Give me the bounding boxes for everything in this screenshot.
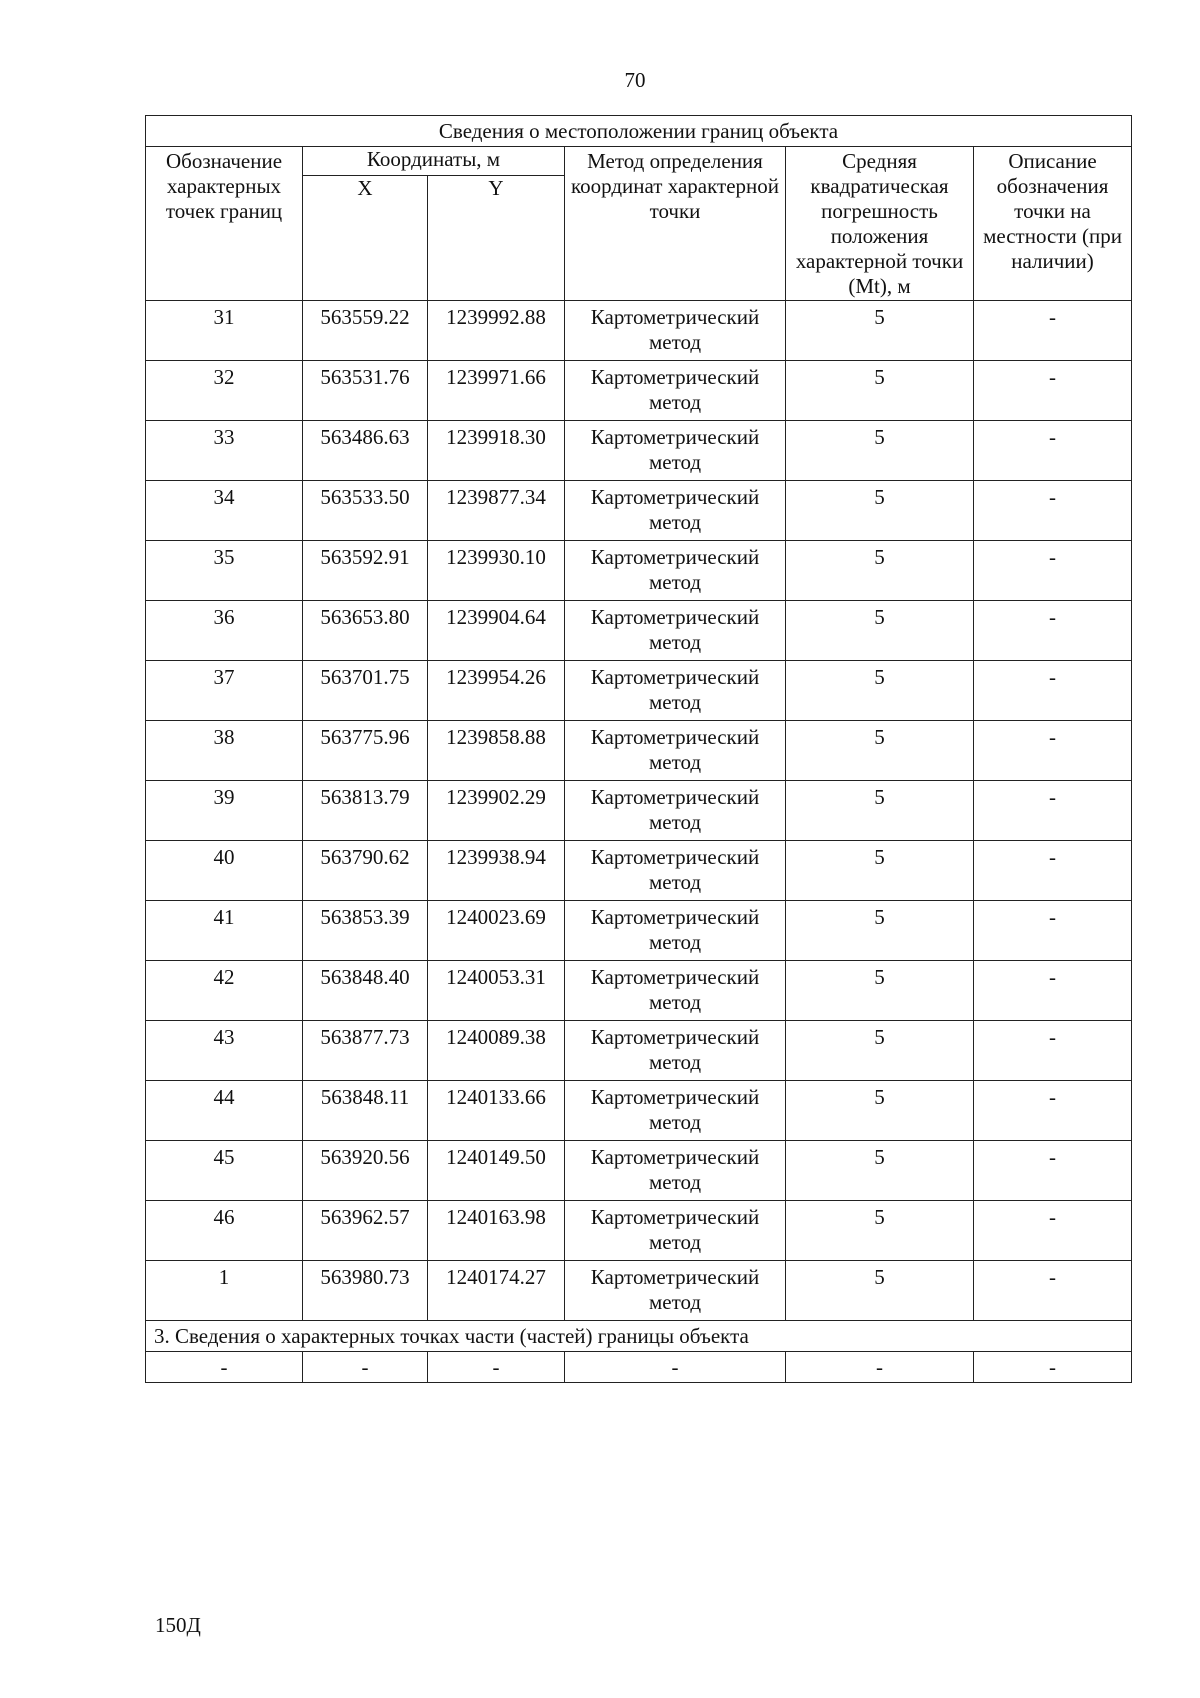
header-accuracy: Средняя квадратическая погрешность положения характерной точки (Mt), м [786, 147, 974, 301]
table-row [146, 721, 1132, 781]
cell-method: Картометрический метод [565, 1081, 786, 1141]
cell-method: Картометрический метод [565, 1141, 786, 1201]
cell-description: - [974, 1021, 1132, 1081]
boundary-coordinates-table [145, 115, 1132, 1383]
cell-description: - [974, 541, 1132, 601]
table-row [146, 661, 1132, 721]
section-3-row [146, 1352, 1132, 1383]
cell-accuracy: 5 [786, 961, 974, 1021]
cell-y: 1239971.66 [428, 361, 565, 421]
cell-method: Картометрический метод [565, 421, 786, 481]
cell-description: - [974, 1081, 1132, 1141]
cell-accuracy: 5 [786, 1081, 974, 1141]
cell-x: 563533.50 [303, 481, 428, 541]
table-row [146, 481, 1132, 541]
header-point-designation: Обозначение характерных точек границ [146, 147, 303, 301]
cell-x: 563775.96 [303, 721, 428, 781]
cell-point: 38 [146, 721, 303, 781]
header-method: Метод определения координат характерной точки [565, 147, 786, 301]
table-body [146, 301, 1132, 1321]
cell-point: 32 [146, 361, 303, 421]
cell-x: 563848.11 [303, 1081, 428, 1141]
cell-point: 41 [146, 901, 303, 961]
cell-y: 1240163.98 [428, 1201, 565, 1261]
cell-accuracy: 5 [786, 841, 974, 901]
cell-accuracy: 5 [786, 541, 974, 601]
cell-accuracy: 5 [786, 1261, 974, 1321]
cell-method: Картометрический метод [565, 841, 786, 901]
cell-method: Картометрический метод [565, 901, 786, 961]
cell-method: Картометрический метод [565, 961, 786, 1021]
section-3-cell: - [303, 1352, 428, 1383]
cell-x: 563531.76 [303, 361, 428, 421]
cell-x: 563848.40 [303, 961, 428, 1021]
cell-y: 1240023.69 [428, 901, 565, 961]
cell-accuracy: 5 [786, 601, 974, 661]
cell-description: - [974, 481, 1132, 541]
cell-description: - [974, 1261, 1132, 1321]
footer-code: 150Д [155, 1613, 201, 1637]
cell-description: - [974, 781, 1132, 841]
table-row [146, 961, 1132, 1021]
cell-x: 563877.73 [303, 1021, 428, 1081]
header-x: X [303, 176, 428, 301]
cell-y: 1239877.34 [428, 481, 565, 541]
section-3-cell: - [428, 1352, 565, 1383]
cell-point: 39 [146, 781, 303, 841]
cell-x: 563962.57 [303, 1201, 428, 1261]
cell-point: 46 [146, 1201, 303, 1261]
cell-y: 1240149.50 [428, 1141, 565, 1201]
cell-accuracy: 5 [786, 781, 974, 841]
cell-description: - [974, 661, 1132, 721]
cell-method: Картометрический метод [565, 601, 786, 661]
table-row [146, 541, 1132, 601]
cell-accuracy: 5 [786, 301, 974, 361]
table-row [146, 901, 1132, 961]
cell-y: 1239954.26 [428, 661, 565, 721]
cell-description: - [974, 601, 1132, 661]
cell-method: Картометрический метод [565, 481, 786, 541]
table-row [146, 1021, 1132, 1081]
cell-accuracy: 5 [786, 361, 974, 421]
cell-description: - [974, 961, 1132, 1021]
cell-method: Картометрический метод [565, 301, 786, 361]
cell-point: 35 [146, 541, 303, 601]
cell-accuracy: 5 [786, 1141, 974, 1201]
header-description: Описание обозначения точки на местности (при наличии) [974, 147, 1132, 301]
cell-point: 40 [146, 841, 303, 901]
cell-point: 45 [146, 1141, 303, 1201]
table-row [146, 781, 1132, 841]
cell-method: Картометрический метод [565, 781, 786, 841]
cell-point: 1 [146, 1261, 303, 1321]
cell-y: 1239918.30 [428, 421, 565, 481]
cell-description: - [974, 901, 1132, 961]
table-row [146, 1201, 1132, 1261]
cell-description: - [974, 361, 1132, 421]
section-3-cell: - [786, 1352, 974, 1383]
cell-description: - [974, 1141, 1132, 1201]
table-row [146, 421, 1132, 481]
table-row [146, 601, 1132, 661]
cell-point: 43 [146, 1021, 303, 1081]
header-coordinates: Координаты, м [303, 147, 565, 176]
table-row [146, 1261, 1132, 1321]
page-number: 70 [624, 68, 646, 92]
cell-y: 1239858.88 [428, 721, 565, 781]
cell-y: 1240133.66 [428, 1081, 565, 1141]
table-row [146, 841, 1132, 901]
cell-description: - [974, 721, 1132, 781]
section-3-cell: - [146, 1352, 303, 1383]
cell-accuracy: 5 [786, 901, 974, 961]
cell-y: 1239930.10 [428, 541, 565, 601]
cell-point: 36 [146, 601, 303, 661]
section-3-cell: - [974, 1352, 1132, 1383]
cell-x: 563980.73 [303, 1261, 428, 1321]
cell-method: Картометрический метод [565, 361, 786, 421]
cell-point: 34 [146, 481, 303, 541]
table-row [146, 361, 1132, 421]
cell-y: 1239992.88 [428, 301, 565, 361]
cell-y: 1240053.31 [428, 961, 565, 1021]
cell-y: 1239904.64 [428, 601, 565, 661]
cell-accuracy: 5 [786, 721, 974, 781]
cell-method: Картометрический метод [565, 1261, 786, 1321]
cell-x: 563920.56 [303, 1141, 428, 1201]
cell-point: 42 [146, 961, 303, 1021]
cell-point: 31 [146, 301, 303, 361]
table-caption: Сведения о местоположении границ объекта [146, 116, 1132, 147]
cell-accuracy: 5 [786, 1201, 974, 1261]
table-row [146, 1141, 1132, 1201]
cell-accuracy: 5 [786, 481, 974, 541]
cell-method: Картометрический метод [565, 1201, 786, 1261]
cell-x: 563701.75 [303, 661, 428, 721]
cell-x: 563592.91 [303, 541, 428, 601]
cell-method: Картометрический метод [565, 661, 786, 721]
section-3-cell: - [565, 1352, 786, 1383]
section-3-title: 3. Сведения о характерных точках части (частей) границы объекта [146, 1321, 1132, 1352]
cell-x: 563813.79 [303, 781, 428, 841]
header-y: Y [428, 176, 565, 301]
cell-description: - [974, 421, 1132, 481]
cell-x: 563653.80 [303, 601, 428, 661]
cell-x: 563559.22 [303, 301, 428, 361]
cell-x: 563853.39 [303, 901, 428, 961]
table-row [146, 1081, 1132, 1141]
cell-description: - [974, 841, 1132, 901]
cell-point: 33 [146, 421, 303, 481]
cell-y: 1239902.29 [428, 781, 565, 841]
cell-method: Картометрический метод [565, 541, 786, 601]
cell-y: 1239938.94 [428, 841, 565, 901]
cell-x: 563486.63 [303, 421, 428, 481]
cell-description: - [974, 1201, 1132, 1261]
cell-point: 44 [146, 1081, 303, 1141]
cell-y: 1240174.27 [428, 1261, 565, 1321]
cell-method: Картометрический метод [565, 1021, 786, 1081]
cell-accuracy: 5 [786, 421, 974, 481]
cell-method: Картометрический метод [565, 721, 786, 781]
table-row [146, 301, 1132, 361]
cell-point: 37 [146, 661, 303, 721]
cell-accuracy: 5 [786, 661, 974, 721]
cell-x: 563790.62 [303, 841, 428, 901]
cell-accuracy: 5 [786, 1021, 974, 1081]
cell-y: 1240089.38 [428, 1021, 565, 1081]
cell-description: - [974, 301, 1132, 361]
